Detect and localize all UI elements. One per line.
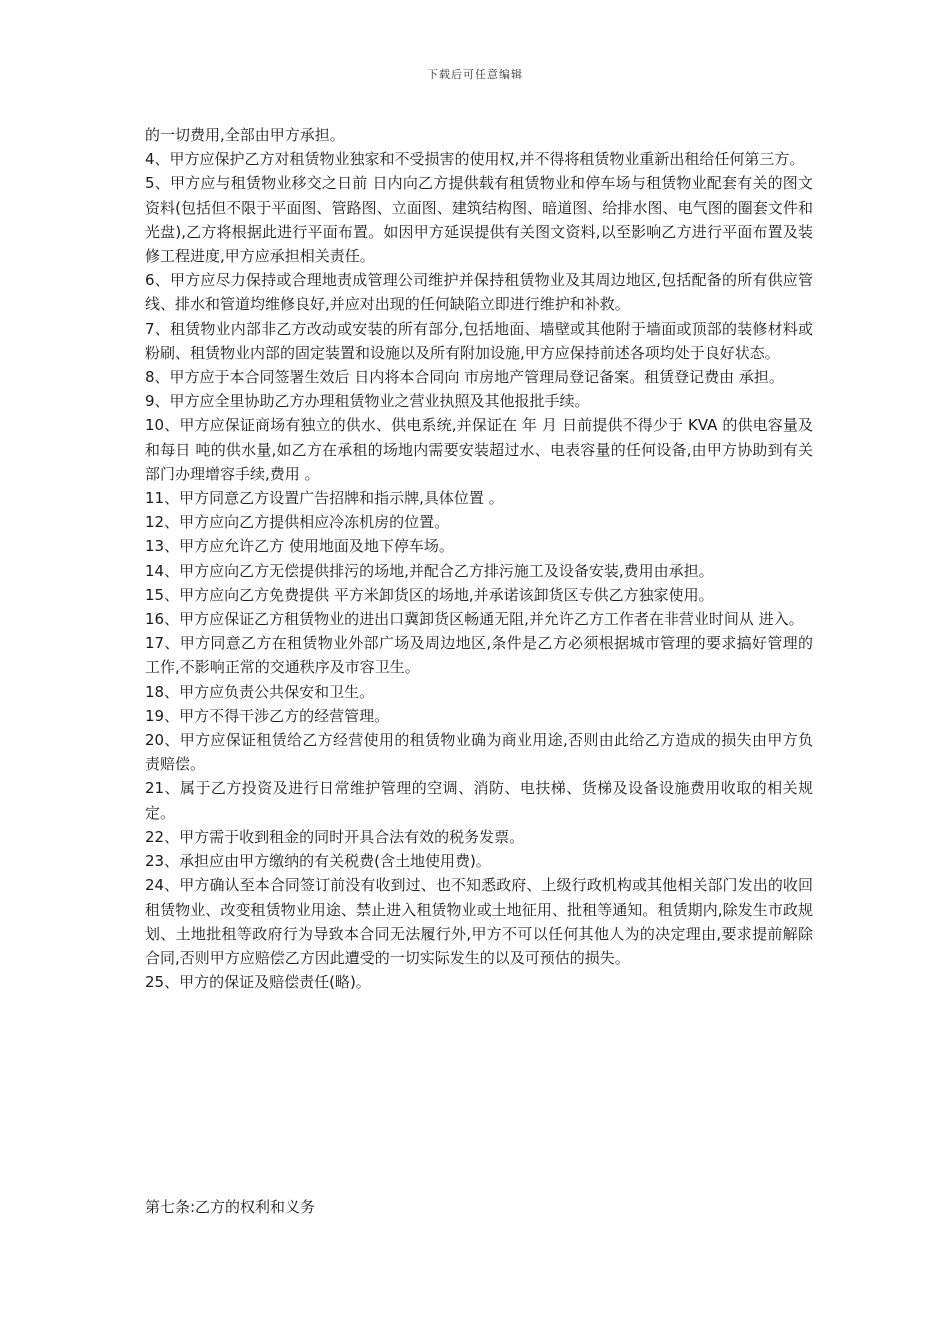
paragraph: 10、甲方应保证商场有独立的供水、供电系统,并保证在 年 月 日前提供不得少于 KVA 的供电容量及 和每日 吨的供水量,如乙方在承租的场地内需要安装超过水、电表容量的任何设备,由甲方协助到有关部门办理增容手续,费用 。	[145, 416, 813, 483]
paragraph: 23、承担应由甲方缴纳的有关税费(含土地使用费)。	[145, 852, 491, 871]
paragraph: 21、属于乙方投资及进行日常维护管理的空调、消防、电扶梯、货梯及设备设施费用收取的相关规定。	[145, 779, 813, 822]
paragraph: 25、甲方的保证及赔偿责任(略)。	[145, 973, 371, 992]
paragraph: 16、甲方应保证乙方租赁物业的进出口冀卸货区畅通无阻,并允许乙方工作者在非营业时间从 进入。	[145, 610, 804, 629]
paragraph: 7、租赁物业内部非乙方改动或安装的所有部分,包括地面、墙壁或其他附于墙面或顶部的装修材料或粉刷、租赁物业内部的固定装置和设施以及所有附加设施,甲方应保持前述各项均处于良好状态。	[145, 319, 813, 362]
paragraph: 19、甲方不得干涉乙方的经营管理。	[145, 706, 390, 725]
paragraph: 8、甲方应于本合同签署生效后 日内将本合同向 市房地产管理局登记备案。租赁登记费由 承担。	[145, 368, 784, 387]
paragraph: 5、甲方应与租赁物业移交之日前 日内向乙方提供载有租赁物业和停车场与租赁物业配套有关的图文资料(包括但不限于平面图、管路图、立面图、建筑结构图、暗道图、给排水图、电气图的圈套文件和光盘),乙方将根据此进行平面布置。如因甲方延误提供有关图文资料,以至影响乙方进行平面布置及装修工程进度,甲方应承担相关责任。	[145, 174, 813, 266]
paragraph: 22、甲方需于收到租金的同时开具合法有效的税务发票。	[145, 827, 525, 846]
page-header: 下载后可任意编辑	[427, 68, 523, 81]
paragraph: 11、甲方同意乙方设置广告招牌和指示牌,具体位置 。	[145, 489, 504, 508]
paragraph: 17、甲方同意乙方在租赁物业外部广场及周边地区,条件是乙方必须根据城市管理的要求搞好管理的工作,不影响正常的交通秩序及市容卫生。	[145, 634, 813, 677]
paragraph: 6、甲方应尽力保持或合理地责成管理公司维护并保持租赁物业及其周边地区,包括配备的所有供应管线、排水和管道均维修良好,并应对出现的任何缺陷立即进行维护和补救。	[145, 271, 813, 314]
paragraph: 的一切费用,全部由甲方承担。	[145, 126, 345, 144]
paragraph: 13、甲方应允许乙方 使用地面及地下停车场。	[145, 537, 454, 556]
paragraph: 18、甲方应负责公共保安和卫生。	[145, 682, 375, 701]
section-heading: 第七条:乙方的权利和义务	[145, 1198, 316, 1216]
paragraph: 20、甲方应保证租赁给乙方经营使用的租赁物业确为商业用途,否则由此给乙方造成的损失由甲方负责赔偿。	[145, 731, 813, 774]
paragraph: 14、甲方应向乙方无偿提供排污的场地,并配合乙方排污施工及设备安装,费用由承担。	[145, 561, 714, 580]
paragraph: 24、甲方确认至本合同签订前没有收到过、也不知悉政府、上级行政机构或其他相关部门发出的收回租赁物业、改变租赁物业用途、禁止进入租赁物业或土地征用、批租等通知。租赁期内,除发生市政规划、土地批租等政府行为导致本合同无法履行外,甲方不可以任何其他人为的决定理由,要求提前解除合同,否则甲方应赔偿乙方因此遭受的一切实际发生的以及可预估的损失。	[145, 876, 813, 967]
document-body	[145, 123, 813, 994]
paragraph: 4、甲方应保护乙方对租赁物业独家和不受损害的使用权,并不得将租赁物业重新出租给任何第三方。	[145, 150, 805, 169]
paragraph: 12、甲方应向乙方提供相应冷冻机房的位置。	[145, 513, 450, 532]
paragraph: 15、甲方应向乙方免费提供 平方米卸货区的场地,并承诺该卸货区专供乙方独家使用。	[145, 585, 714, 604]
paragraph: 9、甲方应全里协助乙方办理租赁物业之营业执照及其他报批手续。	[145, 392, 590, 411]
